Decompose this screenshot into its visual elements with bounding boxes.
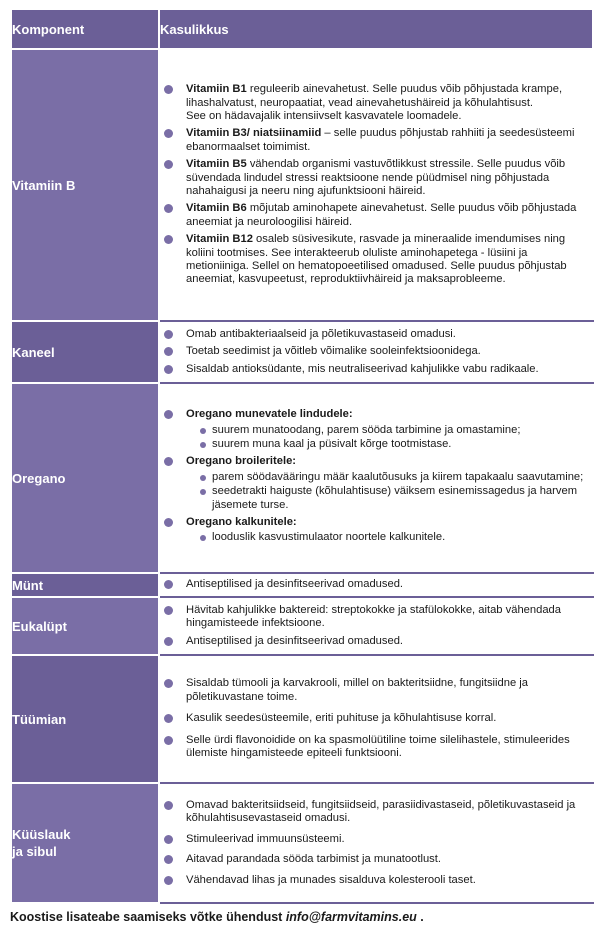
list-item [160,408,592,451]
contact-email-link[interactable]: info@farmvitamins.eu [285,910,417,924]
footer-text: Koostise lisateabe saamiseks võtke ühendust [10,910,286,924]
component-name: Kaneel [11,321,159,383]
bullet-list [160,677,592,760]
bullet-icon [164,835,173,844]
list-item [160,635,592,648]
sub-bullet-icon [200,442,206,448]
bullet-icon [164,714,173,723]
list-item [160,734,592,761]
component-name-line2: ja sibul [12,844,57,859]
footer-note [10,910,424,924]
sub-list [186,424,592,452]
item-text: osaleb süsivesikute, rasvade ja mineraalide imendumises ning koliini tootmises. See interakteerub oluliste aminohapetega - lüsiini ja metioniiniga. Sellel on hematopoeetilised omadused. Selle puudus põhjustab aneemiat, kasvupeetust, reproduktiivhäireid ja maksaprobleeme. [186,233,567,286]
bullet-icon [164,365,173,374]
row-kuuslauk [11,783,593,903]
bullet-list [160,604,592,648]
list-item [160,712,592,725]
group-title: Oregano broileritele: [186,455,297,468]
item-title: Vitamiin B6 [186,202,247,215]
list-item [160,578,592,591]
row-oregano [11,383,593,573]
sub-item [186,424,592,437]
bullet-icon [164,129,173,138]
bullet-list [160,578,592,591]
bullet-icon [164,580,173,589]
item-text: Stimuleerivad immuunsüsteemi. [186,832,345,845]
item-title: Vitamiin B1 [186,83,247,96]
component-name: Eukalüpt [11,597,159,655]
row-munt [11,573,593,597]
usefulness-cell [159,383,593,573]
sub-bullet-icon [200,535,206,541]
bullet-list [160,328,592,376]
component-name: Tüümian [11,655,159,783]
usefulness-cell [159,573,593,597]
row-kaneel [11,321,593,383]
bullet-icon [164,637,173,646]
list-item [160,363,592,376]
list-item [160,874,592,887]
list-item [160,853,592,866]
item-text: Kasulik seedesüsteemile, eriti puhituse ja kõhulahtisuse korral. [186,712,497,725]
bullet-icon [164,457,173,466]
bullet-icon [164,347,173,356]
list-item [160,604,592,631]
sub-item-text: suurem muna kaal ja püsivalt kõrge tootmistase. [212,437,452,450]
row-eukalupt [11,597,593,655]
bullet-icon [164,855,173,864]
bullet-icon [164,876,173,885]
item-text: Aitavad parandada sööda tarbimist ja munatootlust. [186,853,441,866]
bullet-icon [164,330,173,339]
item-text: Selle ürdi flavonoidide on ka spasmolüütiline toime silelihastele, stimuleerides ülemiste hingamisteede epiteeli funktsiooni. [186,733,570,760]
sub-item-text: parem söödavääringu määr kaalutõusuks ja kiirem tapakaalu saavutamine; [212,470,584,483]
row-tuumian [11,655,593,783]
bullet-icon [164,85,173,94]
bullet-list [160,83,592,287]
item-text: Antiseptilised ja desinfitseerivad omadused. [186,578,404,591]
item-text: Sisaldab antioksüdante, mis neutraliseerivad kahjulikke vabu radikaale. [186,362,539,375]
item-text: Antiseptilised ja desinfitseerivad omadused. [186,634,404,647]
sub-item-text: suurem munatoodang, parem sööda tarbimine ja omastamine; [212,423,521,436]
sub-item [186,531,592,544]
item-text: Omab antibakteriaalseid ja põletikuvastaseid omadusi. [186,327,456,340]
list-item [160,345,592,358]
component-name: Oregano [11,383,159,573]
sub-bullet-icon [200,489,206,495]
usefulness-cell [159,597,593,655]
component-name: Vitamiin B [11,49,159,321]
list-item [160,328,592,341]
components-table [10,8,594,904]
item-title: Vitamiin B12 [186,233,253,246]
usefulness-cell [159,783,593,903]
usefulness-cell [159,321,593,383]
bullet-icon [164,736,173,745]
item-text: Vähendavad lihas ja munades sisalduva kolesterooli taset. [186,873,476,886]
list-item [160,233,592,287]
sub-list [186,531,592,544]
list-item [160,677,592,704]
bullet-icon [164,235,173,244]
sub-item [186,485,592,512]
sub-bullet-icon [200,475,206,481]
sub-item [186,471,592,484]
footer-end: . [416,910,424,924]
bullet-icon [164,801,173,810]
item-text: reguleerib ainevahetust. Selle puudus võib põhjustada krampe, lihashalvatust, neuropaatiat, vead ainevahetushäireid ja kõhulahtisust. [186,83,563,109]
item-text: vähendab organismi vastuvõtlikkust stressile. Selle puudus võib süvendada lindudel stressi reaktsioone nende püüdmisel ning põhjustada nahahaigusi ja neeru ning ajufunktsiooni häireid. [186,158,566,197]
item-title: Vitamiin B3/ niatsiinamiid [186,127,322,140]
group-title: Oregano kalkunitele: [186,516,297,529]
sub-list [186,471,592,512]
bullet-icon [164,606,173,615]
header-row [11,9,593,49]
list-item [160,83,592,123]
usefulness-cell [159,49,593,321]
component-name: Münt [11,573,159,597]
bullet-list [160,799,592,887]
item-text: Omavad bakteritsiidseid, fungitsiidseid, parasiidivastaseid, põletikuvastaseid ja kõhulahtisusevastaseid omadusi. [186,798,576,825]
group-title: Oregano munevatele lindudele: [186,408,353,421]
item-text: – selle puudus põhjustab rahhiiti ja seedesüsteemi ebanormaalset toimimist. [186,127,575,153]
item-text-extra: See on hädavajalik intensiivselt kasvavatele loomadele. [186,109,462,122]
list-item [160,833,592,846]
bullet-list [160,408,592,545]
sub-bullet-icon [200,428,206,434]
list-item [160,158,592,198]
bullet-icon [164,410,173,419]
item-text: mõjutab aminohapete ainevahetust. Selle puudus võib põhjustada aneemiat ja neuroloogilisi häireid. [186,202,577,228]
usefulness-cell [159,655,593,783]
list-item [160,127,592,154]
bullet-icon [164,160,173,169]
row-vitamin-b [11,49,593,321]
item-text: Sisaldab tümooli ja karvakrooli, millel on bakteritsiidne, fungitsiidne ja põletikuvastane toime. [186,677,529,703]
component-name-line1: Küüslauk [12,827,71,842]
item-title: Vitamiin B5 [186,158,247,171]
item-text: Hävitab kahjulikke baktereid: streptokokke ja stafülokokke, aitab vähendada hingamisteede infektsioone. [186,603,562,630]
sub-item [186,438,592,451]
bullet-icon [164,679,173,688]
item-text: Toetab seedimist ja võitleb võimalike sooleinfektsioonidega. [186,345,481,358]
list-item [160,202,592,229]
list-item [160,455,592,512]
bullet-icon [164,518,173,527]
sub-item-text: seedetrakti haiguste (kõhulahtisuse) väiksem esinemissagedus ja harvem jäsemete turse. [212,485,578,511]
component-name [11,783,159,903]
header-usefulness: Kasulikkus [159,9,593,49]
list-item [160,799,592,826]
sub-item-text: looduslik kasvustimulaator noortele kalkunitele. [212,531,446,544]
list-item [160,516,592,545]
bullet-icon [164,204,173,213]
header-component: Komponent [11,9,159,49]
